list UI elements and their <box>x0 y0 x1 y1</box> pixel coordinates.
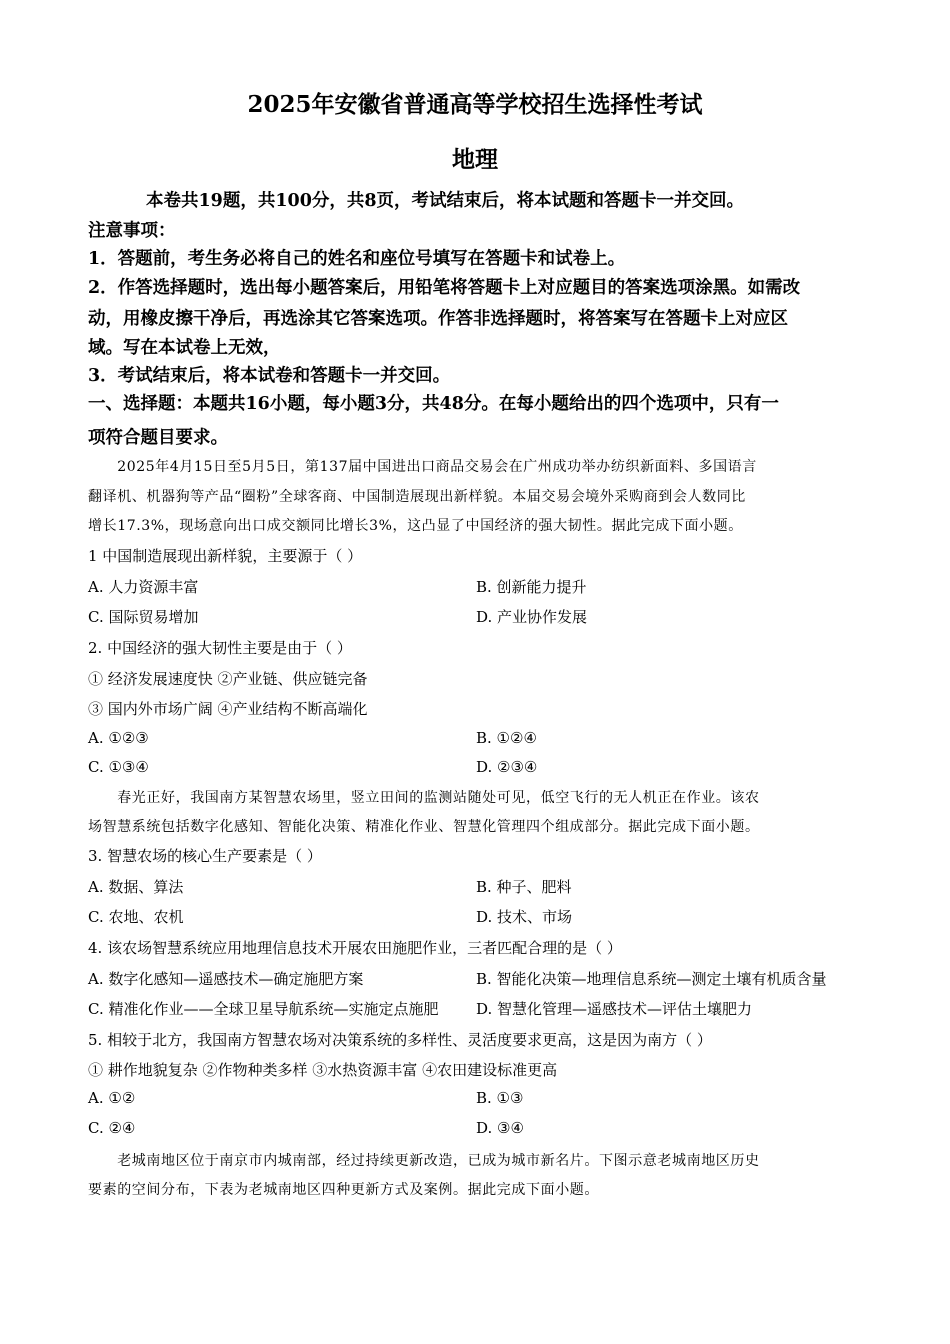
question-5-option-b: B. ①③ <box>476 1089 524 1107</box>
question-1-option-a: A. 人力资源丰富 <box>88 578 199 596</box>
question-3-option-c: C. 农地、农机 <box>88 908 184 926</box>
notice-item-1: 1．答题前，考生务必将自己的姓名和座位号填写在答题卡和试卷上。 <box>88 249 626 269</box>
question-2-stem: 2. 中国经济的强大韧性主要是由于（ ） <box>88 639 352 657</box>
question-5-option-d: D. ③④ <box>476 1119 524 1137</box>
question-2-option-c: C. ①③④ <box>88 758 149 776</box>
section-1-heading-line-1: 一、选择题：本题共16小题，每小题3分，共48分。在每小题给出的四个选项中，只有一 <box>88 394 779 414</box>
question-2-option-a: A. ①②③ <box>88 729 149 747</box>
question-4-option-d: D. 智慧化管理—遥感技术—评估土壤肥力 <box>476 1000 753 1018</box>
passage-3-line-1: 老城南地区位于南京市内城南部，经过持续更新改造，已成为城市新名片。下图示意老城南地区历史 <box>88 1153 760 1169</box>
question-2-option-b: B. ①②④ <box>476 729 537 747</box>
question-3-stem: 3. 智慧农场的核心生产要素是（ ） <box>88 847 322 865</box>
question-4-option-b: B. 智能化决策—地理信息系统—测定土壤有机质含量 <box>476 970 827 988</box>
question-2-option-d: D. ②③④ <box>476 758 538 776</box>
question-2-statements-2: ③ 国内外市场广阔 ④产业结构不断高端化 <box>88 700 368 718</box>
notice-item-2-line-3: 域。写在本试卷上无效， <box>88 338 281 358</box>
notice-heading: 注意事项： <box>88 221 176 241</box>
question-1-option-d: D. 产业协作发展 <box>476 608 588 626</box>
subject-title: 地理 <box>452 146 498 173</box>
question-4-option-c: C. 精准化作业——全球卫星导航系统—实施定点施肥 <box>88 1000 439 1018</box>
passage-1-line-1: 2025年4月15日至5月5日，第137届中国进出口商品交易会在广州成功举办纺织新面料、多国语言 <box>88 459 757 475</box>
exam-intro: 本卷共19题，共100分，共8页，考试结束后，将本试题和答题卡一并交回。 <box>146 191 745 211</box>
passage-2-line-1: 春光正好，我国南方某智慧农场里，竖立田间的监测站随处可见，低空飞行的无人机正在作业。该农 <box>88 790 760 806</box>
question-4-option-a: A. 数字化感知—遥感技术—确定施肥方案 <box>88 970 364 988</box>
question-2-statements-1: ① 经济发展速度快 ②产业链、供应链完备 <box>88 670 368 688</box>
notice-item-3: 3．考试结束后，将本试卷和答题卡一并交回。 <box>88 366 451 386</box>
notice-item-2-line-2: 动，用橡皮擦干净后，再选涂其它答案选项。作答非选择题时，将答案写在答题卡上对应区 <box>88 309 788 329</box>
section-1-heading-line-2: 项符合题目要求。 <box>88 428 228 448</box>
passage-3-line-2: 要素的空间分布，下表为老城南地区四种更新方式及案例。据此完成下面小题。 <box>88 1182 599 1198</box>
question-1-option-c: C. 国际贸易增加 <box>88 608 199 626</box>
notice-item-2-line-1: 2．作答选择题时，选出每小题答案后，用铅笔将答题卡上对应题目的答案选项涂黑。如需改 <box>88 278 801 298</box>
question-5-option-a: A. ①② <box>88 1089 136 1107</box>
question-3-option-a: A. 数据、算法 <box>88 878 184 896</box>
passage-1-line-3: 增长17.3%，现场意向出口成交额同比增长3%，这凸显了中国经济的强大韧性。据此完成下面小题。 <box>88 518 743 534</box>
question-3-option-d: D. 技术、市场 <box>476 908 573 926</box>
question-5-statements: ① 耕作地貌复杂 ②作物种类多样 ③水热资源丰富 ④农田建设标准更高 <box>88 1061 558 1079</box>
question-5-option-c: C. ②④ <box>88 1119 136 1137</box>
exam-title: 2025年安徽省普通高等学校招生选择性考试 <box>247 91 703 118</box>
question-3-option-b: B. 种子、肥料 <box>476 878 572 896</box>
question-4-stem: 4. 该农场智慧系统应用地理信息技术开展农田施肥作业，三者匹配合理的是（ ） <box>88 939 622 957</box>
passage-1-line-2: 翻译机、机器狗等产品“圈粉”全球客商、中国制造展现出新样貌。本届交易会境外采购商到会人数同比 <box>88 489 746 505</box>
question-5-stem: 5. 相较于北方，我国南方智慧农场对决策系统的多样性、灵活度要求更高，这是因为南方（ ） <box>88 1031 712 1049</box>
question-1-option-b: B. 创新能力提升 <box>476 578 587 596</box>
passage-2-line-2: 场智慧系统包括数字化感知、智能化决策、精准化作业、智慧化管理四个组成部分。据此完成下面小题。 <box>88 819 760 835</box>
question-1-stem: 1 中国制造展现出新样貌，主要源于（ ） <box>88 547 363 565</box>
